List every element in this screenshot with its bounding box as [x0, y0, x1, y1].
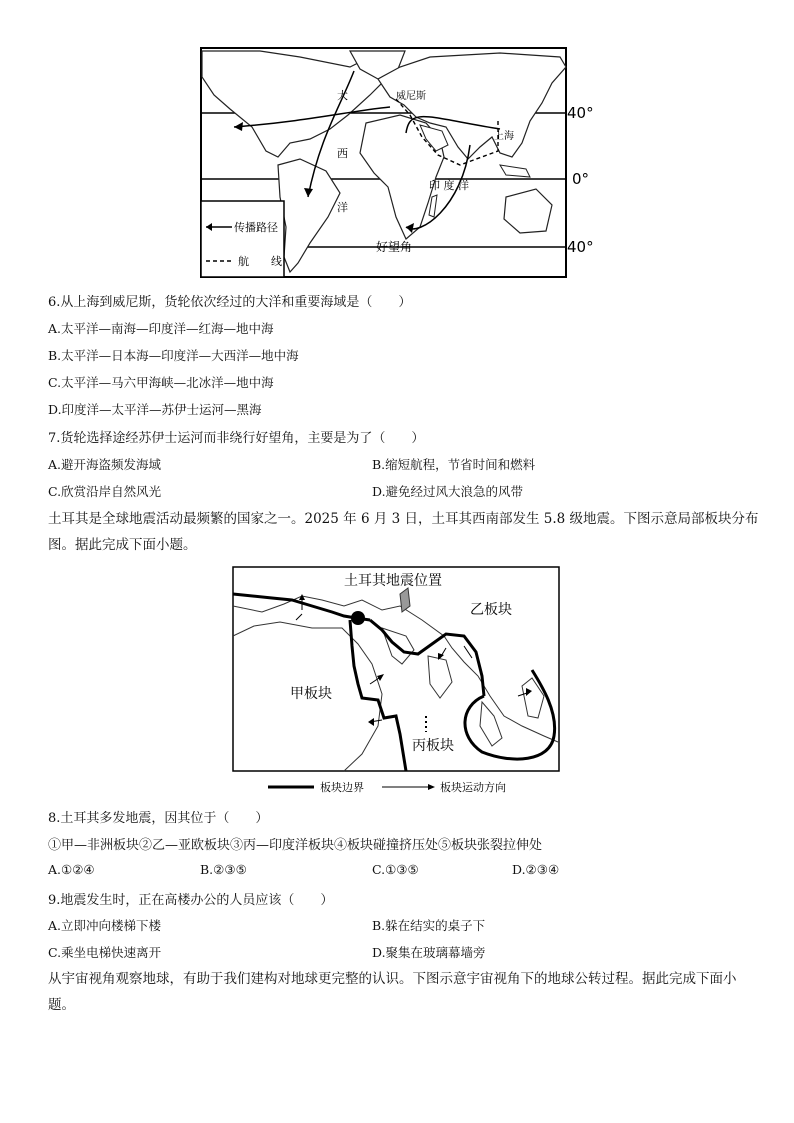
label-cape: 好望角 [376, 240, 413, 254]
q9-stem: 9.地震发生时，正在高楼办公的人员应该（ ） [48, 893, 334, 908]
q8-stem: 8.土耳其多发地震，因其位于（ ） [48, 811, 269, 826]
intro-orbit-paragraph: 从宇宙视角观察地球，有助于我们建构对地球更完整的认识。下图示意宇宙视角下的地球公转过程。据此完成下面小题。 [48, 971, 737, 1013]
q6-stem: 6.从上海到威尼斯，货轮依次经过的大洋和重要海域是（ ） [48, 295, 412, 310]
q9-option-a[interactable]: A.立即冲向楼梯下楼 [48, 918, 162, 933]
label-plate-jia: 甲板块 [290, 686, 332, 702]
q6-option-d[interactable]: D.印度洋—太平洋—苏伊士运河—黑海 [48, 402, 262, 417]
label-plate-yi: 乙板块 [470, 602, 512, 618]
q8-option-c[interactable]: C.①③⑤ [372, 862, 419, 877]
legend-route-label: 传播路径 [234, 221, 278, 234]
label-venice: 威尼斯 [396, 91, 426, 102]
intro-turkey-paragraph: 土耳其是全球地震活动最频繁的国家之一。2025 年 6 月 3 日，土耳其西南部发生 5.8 级地震。下图示意局部板块分布图。据此完成下面小题。 [48, 511, 759, 553]
q6-option-b[interactable]: B.太平洋—日本海—印度洋—大西洋—地中海 [48, 348, 299, 363]
label-indian-ocean: 印 度 洋 [429, 179, 469, 192]
legend-sail-label: 航 线 [238, 255, 282, 268]
lat-40s-label: 40° [567, 238, 594, 256]
label-xi: 西 [337, 147, 348, 160]
label-plate-bing: 丙板块 [412, 738, 454, 754]
label-yang: 洋 [337, 201, 348, 214]
q7-option-c[interactable]: C.欣赏沿岸自然风光 [48, 484, 162, 499]
q9-option-c[interactable]: C.乘坐电梯快速离开 [48, 945, 162, 960]
legend-boundary-label: 板块边界 [320, 781, 364, 794]
world-route-map [200, 47, 600, 279]
label-da: 大 [337, 89, 348, 102]
q8-option-a[interactable]: A.①②④ [48, 862, 95, 877]
q7-stem: 7.货轮选择途经苏伊士运河而非绕行好望角，主要是为了（ ） [48, 431, 425, 446]
q6-option-a[interactable]: A.太平洋—南海—印度洋—红海—地中海 [48, 321, 274, 336]
label-shanghai: 上海 [494, 131, 514, 142]
q9-option-b[interactable]: B.躲在结实的桌子下 [372, 918, 486, 933]
q7-option-b[interactable]: B.缩短航程，节省时间和燃料 [372, 457, 536, 472]
lat-40n-label: 40° [567, 104, 594, 122]
lat-0-label: 0° [572, 170, 590, 188]
q8-items: ①甲—非洲板块②乙—亚欧板块③丙—印度洋板块④板块碰撞挤压处⑤板块张裂拉伸处 [48, 838, 543, 853]
q7-option-a[interactable]: A.避开海盗频发海域 [48, 457, 162, 472]
q9-option-d[interactable]: D.聚集在玻璃幕墙旁 [372, 945, 486, 960]
q6-option-c[interactable]: C.太平洋—马六甲海峡—北冰洋—地中海 [48, 375, 274, 390]
plate-map [232, 566, 562, 798]
q8-option-b[interactable]: B.②③⑤ [200, 862, 247, 877]
q8-option-d[interactable]: D.②③④ [512, 862, 560, 877]
legend-direction-label: 板块运动方向 [440, 781, 506, 794]
q7-option-d[interactable]: D.避免经过风大浪急的风带 [372, 484, 524, 499]
label-quake-location: 土耳其地震位置 [344, 573, 442, 589]
